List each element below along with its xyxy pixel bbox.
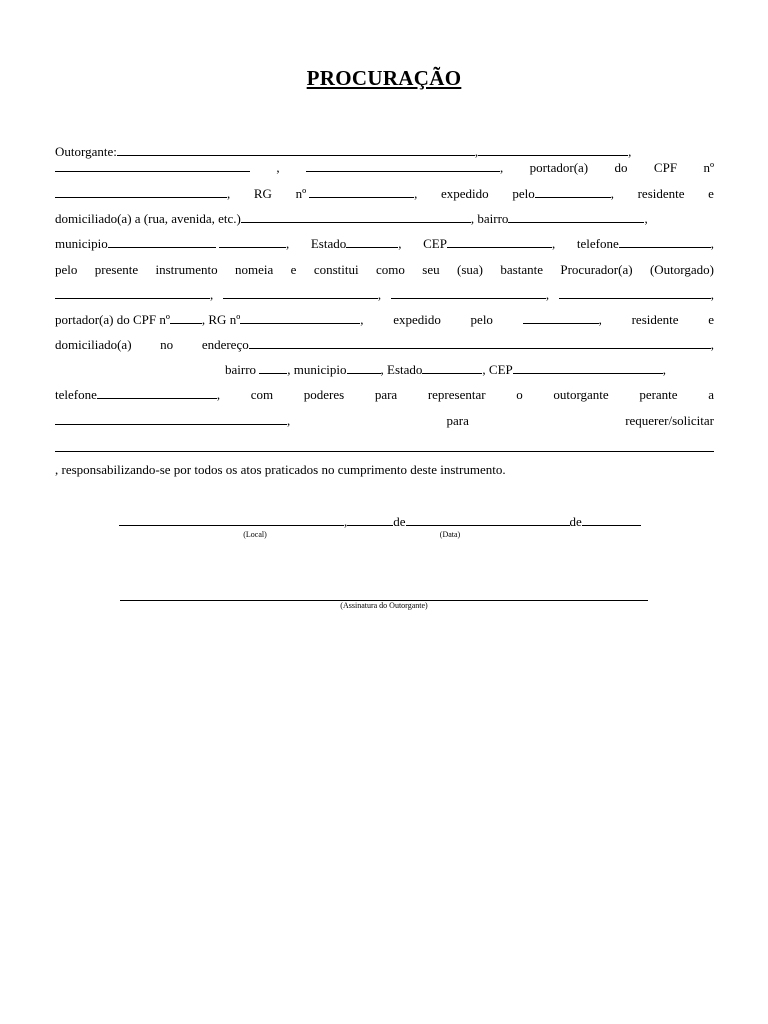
procurador-name-field[interactable] <box>55 285 210 299</box>
procurador-bairro-field[interactable] <box>259 360 287 374</box>
procurador-address-line: domiciliado(a) no endereço , <box>55 337 714 352</box>
data-caption: (Data) <box>439 530 461 539</box>
outorgante-field-2[interactable] <box>478 142 628 156</box>
signature-caption: (Assinatura do Outorgante) <box>340 601 428 610</box>
cep-field[interactable] <box>447 234 552 248</box>
procurador-rg-field[interactable] <box>240 310 360 324</box>
nationality-field[interactable] <box>55 158 250 172</box>
municipio-field[interactable] <box>108 234 216 248</box>
closing-line: , responsabilizando-se por todos os atos praticados no cumprimento deste instrumento. <box>55 462 506 477</box>
label: Outorgante: <box>55 144 117 159</box>
month-field[interactable] <box>406 512 570 526</box>
procurador-municipio-field[interactable] <box>347 360 381 374</box>
procurador-cep-field[interactable] <box>513 360 663 374</box>
procurador-marital-field[interactable] <box>391 285 546 299</box>
local-caption: (Local) <box>243 530 267 539</box>
day-field[interactable] <box>347 512 393 526</box>
cpf-line: , , portador(a) do CPF nº <box>55 158 714 178</box>
local-field[interactable] <box>119 512 344 526</box>
procurador-issuer-field[interactable] <box>523 310 599 324</box>
municipio-field-2[interactable] <box>219 234 286 248</box>
nomeia-line: pelo presente instrumento nomeia e constitui como seu (sua) bastante Procurador(a) (Outorgado) <box>55 262 714 277</box>
perante-line: , para requerer/solicitar <box>55 411 714 431</box>
municipio-line: municipio , Estado , CEP , telefone , <box>55 236 714 251</box>
procurador-cpf-line: portador(a) do CPF nº , RG nº , expedido pelo , residente e <box>55 312 714 327</box>
procurador-bairro-line: bairro , municipio , Estado , CEP , <box>225 362 666 377</box>
procurador-cpf-field[interactable] <box>170 310 202 324</box>
rg-field[interactable] <box>309 184 414 198</box>
cpf-field[interactable] <box>55 184 227 198</box>
marital-status-field[interactable] <box>306 158 500 172</box>
issuer-field[interactable] <box>535 184 611 198</box>
bairro-field[interactable] <box>508 209 644 223</box>
procurador-estado-field[interactable] <box>422 360 482 374</box>
procurador-telefone-field[interactable] <box>97 385 217 399</box>
rg-line: , RG nº , expedido pelo , residente e <box>55 184 714 204</box>
procurador-address-field[interactable] <box>249 335 711 349</box>
year-field[interactable] <box>582 512 641 526</box>
telefone-field[interactable] <box>619 234 711 248</box>
estado-field[interactable] <box>346 234 398 248</box>
address-line: domiciliado(a) a (rua, avenida, etc.) , bairro , <box>55 211 648 226</box>
procurador-nationality-field[interactable] <box>223 285 378 299</box>
perante-field[interactable] <box>55 411 287 425</box>
outorgante-name-field[interactable] <box>117 142 475 156</box>
procurador-profession-field[interactable] <box>559 285 711 299</box>
poderes-line: telefone , com poderes para representar o outorgante perante a <box>55 387 714 402</box>
date-line: , de de <box>119 512 652 532</box>
purpose-field[interactable] <box>55 451 714 452</box>
outorgante-line: Outorgante: , , <box>55 144 632 159</box>
page-title: PROCURAÇÃO <box>306 66 462 90</box>
procurador-line: , , , , <box>55 285 714 305</box>
street-field[interactable] <box>241 209 471 223</box>
